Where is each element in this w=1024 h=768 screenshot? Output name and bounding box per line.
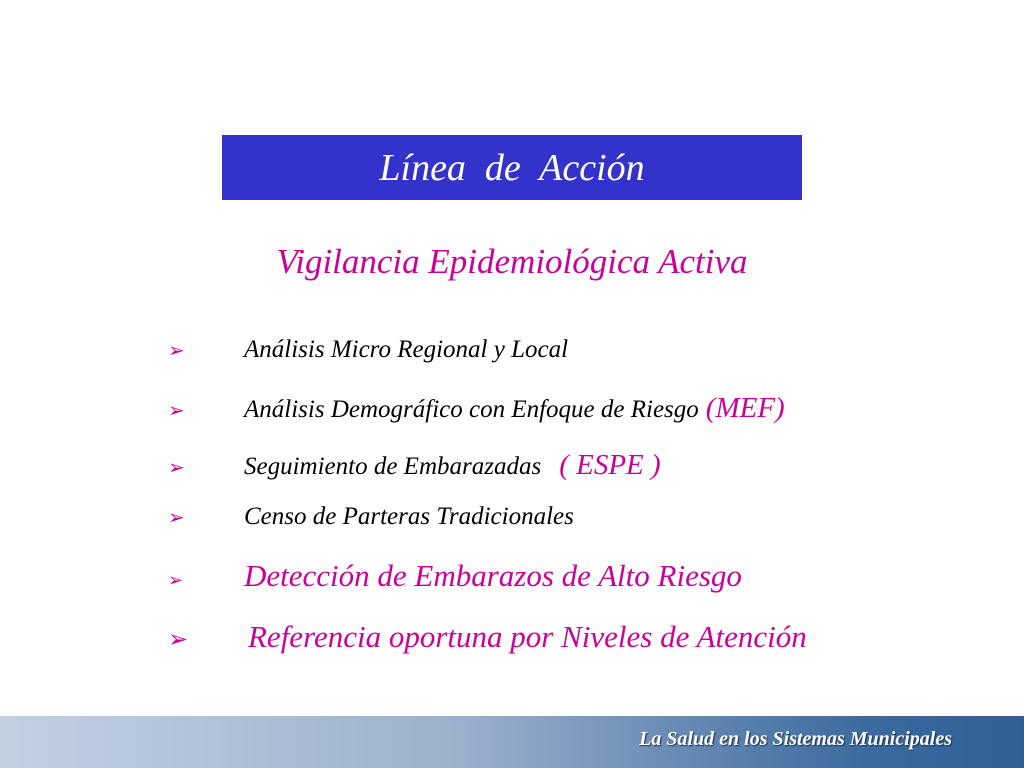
bullet-item xyxy=(168,449,661,482)
bullet-text: Censo de Parteras Tradicionales xyxy=(244,503,574,530)
slide-title: Línea de Acción xyxy=(379,146,645,189)
arrow-bullet-icon: ➢ xyxy=(168,455,185,479)
slide-subtitle: Vigilancia Epidemiológica Activa xyxy=(276,242,748,281)
bullet-acronym: (MEF) xyxy=(705,392,785,424)
footer-text: La Salud en los Sistemas Municipales xyxy=(639,728,952,750)
bullet-text: Referencia oportuna por Niveles de Atención xyxy=(248,619,807,654)
bullet-item xyxy=(168,503,574,531)
bullet-text: Detección de Embarazos de Alto Riesgo xyxy=(244,558,742,593)
arrow-bullet-icon: ➢ xyxy=(168,505,185,529)
arrow-bullet-icon: ➢ xyxy=(168,625,189,653)
bullet-item xyxy=(168,558,742,594)
bullet-item xyxy=(168,336,568,364)
footer-bar xyxy=(0,716,1024,768)
title-banner xyxy=(222,135,802,200)
bullet-item xyxy=(168,392,785,425)
bullet-text: Análisis Demográfico con Enfoque de Riesgo xyxy=(244,396,699,423)
bullet-text: Análisis Micro Regional y Local xyxy=(244,336,569,363)
bullet-acronym: ( ESPE ) xyxy=(559,449,661,481)
arrow-bullet-icon: ➢ xyxy=(168,338,185,362)
bullet-item xyxy=(168,619,807,655)
arrow-bullet-icon: ➢ xyxy=(168,398,185,422)
arrow-bullet-icon: ➢ xyxy=(168,570,184,591)
bullet-text: Seguimiento de Embarazadas xyxy=(244,453,542,480)
